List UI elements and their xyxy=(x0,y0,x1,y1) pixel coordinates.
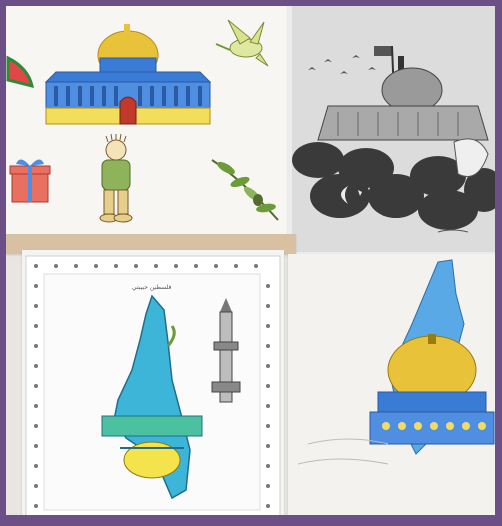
dome-building xyxy=(46,24,210,124)
drawing-map-golden-dome xyxy=(288,254,495,515)
golden-dome-svg xyxy=(288,254,495,515)
watermelon-slice xyxy=(8,58,32,86)
drawing-dome-of-rock xyxy=(6,6,288,236)
drawing-map-minaret xyxy=(22,250,284,515)
dome-drawing-svg xyxy=(6,6,288,236)
gift-box xyxy=(10,159,50,202)
drawing-header-text: فلسطين حبيبتي xyxy=(132,284,172,291)
pencil-dome-svg xyxy=(288,6,495,256)
olive-branch xyxy=(212,160,278,220)
children-drawings-photo xyxy=(6,6,495,515)
drawing-pencil-dome xyxy=(288,6,495,256)
golden-dome xyxy=(370,334,494,444)
handala-figure xyxy=(100,134,132,222)
dove xyxy=(216,20,268,66)
